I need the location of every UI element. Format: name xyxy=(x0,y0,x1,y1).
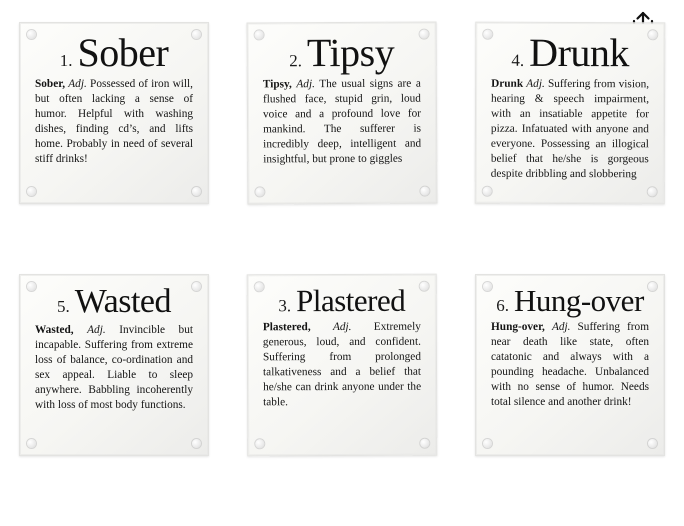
definition-pos: Adj. xyxy=(551,320,571,333)
coaster-word: Plastered xyxy=(296,282,406,319)
corner-dot-icon xyxy=(648,187,657,196)
coaster-tile[interactable] xyxy=(247,274,438,457)
definition-text: Suffering from near death like state, often catatonic and always with a pounding headache. Unbalanced with no sense of humor. Needs total silence and another drink! xyxy=(491,320,649,408)
coaster-word: Drunk xyxy=(529,29,630,76)
coaster-tile[interactable] xyxy=(475,22,666,205)
definition-pos: Adj. xyxy=(87,323,106,336)
coaster-definition xyxy=(259,76,425,167)
corner-dot-icon xyxy=(483,439,492,448)
coaster-number: 5. xyxy=(57,297,70,316)
corner-dot-icon xyxy=(648,282,657,291)
corner-dot-icon xyxy=(255,30,264,39)
definition-pos: Adj. xyxy=(296,77,315,91)
coaster-number: 4. xyxy=(511,50,525,70)
coaster-definition xyxy=(259,319,425,410)
corner-dot-icon xyxy=(420,439,429,448)
coaster-heading xyxy=(31,30,197,75)
corner-dot-icon xyxy=(27,439,36,448)
corner-dot-icon xyxy=(27,30,36,39)
corner-dot-icon xyxy=(255,439,264,448)
corner-dot-icon xyxy=(420,187,429,196)
coaster-heading xyxy=(31,285,197,320)
definition-term: Drunk xyxy=(491,77,524,90)
definition-text: Suffering from vision, hearing & speech impairment, with an insatiable appetite for pizza. Infatuated with anyone and everyone. Possessing an illogical belief that he/she is gorgeous despite dribbling and slobbering xyxy=(490,77,650,181)
definition-text: Extremely generous, loud, and confident. Suffering from prolonged talkativeness and a belief that he/she can drink anyone under the table. xyxy=(262,320,422,408)
coaster-word: Tipsy xyxy=(306,29,395,76)
coaster-definition xyxy=(487,320,653,410)
coaster-heading xyxy=(259,282,425,319)
coaster-tile[interactable] xyxy=(247,22,438,205)
grid-cell xyxy=(228,22,456,274)
grid-cell xyxy=(456,22,684,274)
coaster-number: 6. xyxy=(496,296,509,315)
coaster-tile[interactable] xyxy=(19,274,209,456)
corner-dot-icon xyxy=(420,30,429,39)
coaster-definition xyxy=(31,323,197,413)
coaster-definition xyxy=(487,77,653,183)
corner-dot-icon xyxy=(27,187,36,196)
corner-dot-icon xyxy=(420,282,429,291)
corner-dot-icon xyxy=(483,187,492,196)
definition-pos: Adj. xyxy=(526,77,545,90)
definition-text: The usual signs are a flushed face, stupid grin, loud voice and a profound love for mankind. The sufferer is incredibly deep, intelligent and insightful, but prone to giggles xyxy=(262,77,422,166)
corner-dot-icon xyxy=(483,30,492,39)
definition-term: Tipsy, xyxy=(262,78,292,91)
coaster-number: 1. xyxy=(59,51,73,70)
definition-term: Wasted, xyxy=(35,323,74,336)
coaster-definition xyxy=(31,77,197,167)
coaster-heading xyxy=(259,29,425,76)
corner-dot-icon xyxy=(192,439,201,448)
definition-pos: Adj. xyxy=(68,77,87,90)
definition-term: Plastered, xyxy=(262,320,311,333)
definition-term: Sober, xyxy=(35,77,66,90)
coaster-number: 2. xyxy=(289,51,303,71)
grid-cell xyxy=(228,274,456,526)
coaster-tile[interactable] xyxy=(19,22,209,204)
corner-dot-icon xyxy=(483,282,492,291)
definition-text: Possessed of iron will, but often lacking a sense of humor. Helpful with washing dishes, finding cd’s, and lifts home. Probably in need of several stiff drinks! xyxy=(35,77,193,165)
definition-text: Invincible but incapable. Suffering from extreme loss of balance, co-ordination and sex appeal. Liable to sleep anywhere. Babbling incoherently with loss of most body functions. xyxy=(35,323,193,411)
corner-dot-icon xyxy=(255,282,264,291)
coaster-word: Hung-over xyxy=(513,283,644,318)
corner-dot-icon xyxy=(648,30,657,39)
coaster-tile[interactable] xyxy=(475,274,665,456)
coaster-word: Wasted xyxy=(74,283,171,320)
coaster-heading xyxy=(487,285,653,317)
corner-dot-icon xyxy=(192,282,201,291)
grid-cell xyxy=(0,274,228,526)
coaster-grid xyxy=(0,22,684,526)
corner-dot-icon xyxy=(192,30,201,39)
grid-cell xyxy=(0,22,228,274)
coaster-number: 3. xyxy=(278,296,292,316)
coaster-heading xyxy=(487,29,653,76)
corner-dot-icon xyxy=(255,187,264,196)
corner-dot-icon xyxy=(27,282,36,291)
coaster-word: Sober xyxy=(77,30,169,75)
definition-term: Hung-over, xyxy=(491,320,545,333)
definition-pos: Adj. xyxy=(332,320,352,333)
corner-dot-icon xyxy=(648,439,657,448)
grid-cell xyxy=(456,274,684,526)
corner-dot-icon xyxy=(192,187,201,196)
